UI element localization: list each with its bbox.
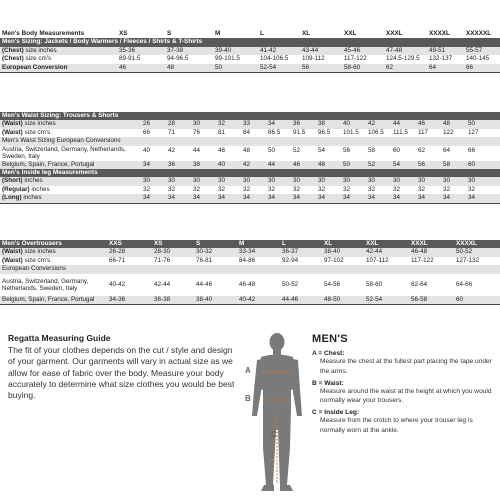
table-cell: 38-40 bbox=[323, 248, 365, 256]
overtrousers-table bbox=[0, 240, 500, 305]
table-cell: 96.5 bbox=[317, 129, 342, 137]
waist-description: Measure around the waist at the height at which you would normally wear your trousers. bbox=[320, 387, 492, 405]
table-cell: 52-54 bbox=[365, 296, 410, 305]
header-size: XXXL bbox=[410, 240, 455, 248]
section-title: Men's Overtrousers bbox=[0, 240, 108, 248]
subsection-label: European Conversions bbox=[0, 265, 500, 273]
header-size: XL bbox=[301, 30, 343, 38]
table-cell: 42-44 bbox=[365, 248, 410, 256]
row-label-text: size inches bbox=[22, 120, 56, 128]
subsection-label: Men's Waist Sizing European Conversions bbox=[0, 137, 500, 145]
measuring-guide bbox=[8, 333, 240, 401]
table-cell: 58 bbox=[442, 161, 467, 169]
section-title: Men's Waist Sizing: Trousers & Shorts bbox=[0, 112, 500, 120]
table-cell: 64 bbox=[442, 146, 467, 161]
table-row bbox=[0, 55, 500, 63]
header-label: Men's Body Measurements bbox=[0, 30, 118, 38]
row-label-text: size cm's bbox=[23, 55, 52, 63]
table-cell: 38 bbox=[317, 120, 342, 128]
row-label bbox=[0, 47, 118, 55]
table-row bbox=[0, 257, 500, 265]
table-cell: 46 bbox=[417, 120, 442, 128]
row-key: (Long) bbox=[2, 194, 22, 202]
table-cell: 30 bbox=[367, 177, 392, 185]
row-key: (Regular) bbox=[2, 185, 30, 193]
table-cell: 66 bbox=[142, 129, 167, 137]
table-cell: 35-36 bbox=[118, 47, 166, 55]
row-label bbox=[0, 186, 142, 194]
table-cell: 60 bbox=[392, 146, 417, 161]
header-size: XXXL bbox=[385, 30, 428, 38]
table-cell: 84-86 bbox=[238, 257, 281, 265]
table-cell: 34 bbox=[217, 194, 242, 203]
header-size: XXL bbox=[365, 240, 410, 248]
table-cell: 50-52 bbox=[281, 274, 323, 296]
table-cell: 36-38 bbox=[153, 296, 195, 305]
table-cell: 32 bbox=[167, 186, 192, 194]
table-cell: 40 bbox=[217, 161, 242, 169]
mens-measurement-key bbox=[312, 333, 492, 436]
table-cell: 56 bbox=[301, 64, 343, 73]
row-key: (Short) bbox=[2, 177, 23, 185]
table-cell: 42 bbox=[242, 161, 267, 169]
table-cell: 55-57 bbox=[465, 47, 500, 55]
table-cell: 46 bbox=[118, 64, 166, 73]
row-key: European Conversion bbox=[2, 63, 68, 71]
row-label-text: size inches bbox=[23, 46, 57, 54]
table-cell: 64 bbox=[428, 64, 465, 73]
table-row bbox=[0, 274, 500, 296]
table-cell: 39-40 bbox=[214, 47, 259, 55]
row-key: (Chest) bbox=[2, 46, 24, 54]
section-bar bbox=[0, 38, 500, 46]
table-header-row bbox=[0, 30, 500, 38]
table-cell: 33 bbox=[242, 120, 267, 128]
table-cell: 42 bbox=[167, 146, 192, 161]
waist-sizing-table bbox=[0, 112, 500, 204]
table-cell: 60 bbox=[455, 296, 500, 305]
table-cell: 124.5-129.5 bbox=[385, 55, 428, 63]
row-label bbox=[0, 257, 108, 265]
table-cell: 44 bbox=[267, 161, 292, 169]
table-cell: 30 bbox=[192, 177, 217, 185]
table-cell: 30 bbox=[217, 177, 242, 185]
table-cell: 94-96.5 bbox=[166, 55, 214, 63]
row-label bbox=[0, 55, 118, 63]
marker-c: C bbox=[271, 430, 277, 439]
table-cell: 37-38 bbox=[166, 47, 214, 55]
row-key: (Waist) bbox=[2, 120, 23, 128]
table-cell: 54-56 bbox=[323, 274, 365, 296]
table-cell: 32 bbox=[142, 186, 167, 194]
table-cell: 140-145 bbox=[465, 55, 500, 63]
table-cell: 32 bbox=[267, 186, 292, 194]
chest-description: Measure the chest at the fullest part placing the tape under the arms. bbox=[320, 358, 492, 375]
table-cell: 109-112 bbox=[301, 55, 343, 63]
table-cell: 44-46 bbox=[281, 296, 323, 305]
table-cell: 30-32 bbox=[195, 248, 238, 256]
table-cell: 44 bbox=[392, 120, 417, 128]
table-cell: 91.5 bbox=[292, 129, 317, 137]
table-cell: 117-122 bbox=[410, 257, 455, 265]
header-size: L bbox=[281, 240, 323, 248]
table-cell: 34 bbox=[367, 194, 392, 203]
row-label: Austria, Switzerland, Germany, Netherlands, Sweden, Italy bbox=[0, 146, 142, 161]
table-cell: 132-137 bbox=[428, 55, 465, 63]
table-cell: 50 bbox=[214, 64, 259, 73]
table-cell: 106.5 bbox=[367, 129, 392, 137]
table-cell: 81 bbox=[217, 129, 242, 137]
row-label-text: inches bbox=[21, 194, 42, 202]
row-key: (Waist) bbox=[2, 248, 23, 256]
table-row bbox=[0, 296, 500, 305]
table-cell: 62 bbox=[417, 146, 442, 161]
row-label bbox=[0, 177, 142, 185]
table-cell: 71-76 bbox=[153, 257, 195, 265]
table-cell: 41-42 bbox=[259, 47, 301, 55]
row-label: Austria, Switzerland, Germany, Netherlands, Sweden, Italy bbox=[0, 274, 108, 296]
man-silhouette-icon bbox=[235, 330, 313, 496]
table-cell: 30 bbox=[392, 177, 417, 185]
table-cell: 50-52 bbox=[455, 248, 500, 256]
table-cell: 66-71 bbox=[108, 257, 153, 265]
table-cell: 34 bbox=[292, 194, 317, 203]
table-cell: 56-58 bbox=[410, 296, 455, 305]
header-size: XXXXL bbox=[428, 30, 465, 38]
row-label-text: inches bbox=[29, 185, 50, 193]
header-size: XS bbox=[153, 240, 195, 248]
table-cell: 62 bbox=[385, 64, 428, 73]
table-cell: 111.5 bbox=[392, 129, 417, 137]
table-cell: 34 bbox=[392, 194, 417, 203]
table-cell: 26-28 bbox=[108, 248, 153, 256]
table-cell: 46-48 bbox=[410, 248, 455, 256]
table-cell: 34 bbox=[417, 194, 442, 203]
table-cell: 34 bbox=[142, 194, 167, 203]
table-cell: 34 bbox=[192, 194, 217, 203]
table-cell: 34 bbox=[342, 194, 367, 203]
row-label-text: size cm's bbox=[22, 256, 51, 264]
table-row bbox=[0, 120, 500, 128]
table-cell: 101.5 bbox=[342, 129, 367, 137]
table-row bbox=[0, 64, 500, 73]
header-size: XS bbox=[118, 30, 166, 38]
table-cell: 42 bbox=[367, 120, 392, 128]
table-cell: 86.5 bbox=[267, 129, 292, 137]
table-cell: 48 bbox=[242, 146, 267, 161]
table-cell: 48-50 bbox=[323, 296, 365, 305]
table-cell: 32 bbox=[342, 186, 367, 194]
table-cell: 28-30 bbox=[153, 248, 195, 256]
measurement-figure bbox=[235, 330, 313, 496]
table-cell: 84 bbox=[242, 129, 267, 137]
table-cell: 52-54 bbox=[259, 64, 301, 73]
table-row bbox=[0, 137, 500, 145]
table-cell: 58 bbox=[367, 146, 392, 161]
table-cell: 38-40 bbox=[195, 296, 238, 305]
table-cell: 36 bbox=[167, 161, 192, 169]
table-cell: 32 bbox=[392, 186, 417, 194]
table-cell: 40-42 bbox=[108, 274, 153, 296]
table-cell: 127 bbox=[467, 129, 500, 137]
row-key: (Waist) bbox=[2, 128, 23, 136]
table-row bbox=[0, 248, 500, 256]
table-cell: 50 bbox=[467, 120, 500, 128]
table-cell: 30 bbox=[342, 177, 367, 185]
table-cell: 45-46 bbox=[343, 47, 385, 55]
table-cell: 52 bbox=[292, 146, 317, 161]
section-bar bbox=[0, 169, 500, 177]
row-label-text: size inches bbox=[22, 248, 56, 256]
header-size: XXL bbox=[343, 30, 385, 38]
table-row bbox=[0, 47, 500, 55]
header-size: XL bbox=[323, 240, 365, 248]
row-key: (Waist) bbox=[2, 256, 23, 264]
header-size: L bbox=[259, 30, 301, 38]
table-cell: 32 bbox=[217, 120, 242, 128]
table-cell: 32 bbox=[467, 186, 500, 194]
table-cell: 117 bbox=[417, 129, 442, 137]
table-cell: 62-64 bbox=[410, 274, 455, 296]
table-cell: 58-60 bbox=[343, 64, 385, 73]
table-cell: 44-46 bbox=[195, 274, 238, 296]
section-bar bbox=[0, 240, 500, 248]
table-cell: 127-132 bbox=[455, 257, 500, 265]
table-cell: 34-36 bbox=[108, 296, 153, 305]
row-label bbox=[0, 129, 142, 137]
table-cell: 42-44 bbox=[153, 274, 195, 296]
table-row bbox=[0, 161, 500, 169]
table-cell: 30 bbox=[167, 177, 192, 185]
table-cell: 64-66 bbox=[455, 274, 500, 296]
table-row bbox=[0, 177, 500, 185]
table-cell: 32 bbox=[192, 186, 217, 194]
table-row bbox=[0, 194, 500, 203]
row-label bbox=[0, 120, 142, 128]
waist-term: B = Waist: bbox=[312, 379, 344, 387]
table-cell: 30 bbox=[317, 177, 342, 185]
table-cell: 30 bbox=[467, 177, 500, 185]
header-size: XXS bbox=[108, 240, 153, 248]
table-cell: 44 bbox=[192, 146, 217, 161]
header-size: XXXXL bbox=[455, 240, 500, 248]
row-key: (Chest) bbox=[2, 55, 24, 63]
table-cell: 32 bbox=[242, 186, 267, 194]
table-cell: 46 bbox=[217, 146, 242, 161]
row-label bbox=[0, 64, 118, 73]
table-cell: 30 bbox=[267, 177, 292, 185]
table-cell: 30 bbox=[242, 177, 267, 185]
table-cell: 66 bbox=[467, 146, 500, 161]
table-cell: 48 bbox=[442, 120, 467, 128]
table-cell: 40 bbox=[142, 146, 167, 161]
table-row bbox=[0, 265, 500, 273]
row-label bbox=[0, 248, 108, 256]
table-cell: 71 bbox=[167, 129, 192, 137]
table-cell: 99-101.5 bbox=[214, 55, 259, 63]
table-cell: 30 bbox=[417, 177, 442, 185]
table-cell: 117-122 bbox=[343, 55, 385, 63]
table-cell: 32 bbox=[217, 186, 242, 194]
table-cell: 34 bbox=[267, 194, 292, 203]
table-cell: 34 bbox=[317, 194, 342, 203]
table-cell: 89-91.5 bbox=[118, 55, 166, 63]
table-row bbox=[0, 186, 500, 194]
table-cell: 66 bbox=[465, 64, 500, 73]
table-cell: 76 bbox=[192, 129, 217, 137]
table-cell: 30 bbox=[192, 120, 217, 128]
marker-b: B bbox=[245, 394, 251, 403]
table-cell: 30 bbox=[292, 177, 317, 185]
table-cell: 32 bbox=[317, 186, 342, 194]
table-cell: 54 bbox=[317, 146, 342, 161]
table-cell: 34 bbox=[242, 194, 267, 203]
table-cell: 92-94 bbox=[281, 257, 323, 265]
table-cell: 36-37 bbox=[281, 248, 323, 256]
table-cell: 26 bbox=[142, 120, 167, 128]
table-cell: 34 bbox=[267, 120, 292, 128]
chest-term: A = Chest: bbox=[312, 350, 345, 357]
table-cell: 54 bbox=[392, 161, 417, 169]
table-cell: 97-102 bbox=[323, 257, 365, 265]
table-cell: 49-51 bbox=[428, 47, 465, 55]
guide-title: Regatta Measuring Guide bbox=[8, 333, 111, 343]
mens-title: MEN'S bbox=[312, 333, 348, 345]
table-cell: 32 bbox=[442, 186, 467, 194]
section-bar bbox=[0, 112, 500, 120]
table-cell: 56 bbox=[417, 161, 442, 169]
table-cell: 36 bbox=[292, 120, 317, 128]
header-size: XXXXXL bbox=[465, 30, 500, 38]
inside-leg-term: C = Inside Leg: bbox=[312, 409, 360, 417]
table-cell: 48 bbox=[166, 64, 214, 73]
table-cell: 34 bbox=[442, 194, 467, 203]
body-measurements-table bbox=[0, 30, 500, 73]
table-cell: 40-42 bbox=[238, 296, 281, 305]
row-label-text: size cm's bbox=[22, 128, 51, 136]
header-size: M bbox=[214, 30, 259, 38]
table-cell: 43-44 bbox=[301, 47, 343, 55]
table-cell: 56 bbox=[342, 146, 367, 161]
table-row bbox=[0, 129, 500, 137]
table-cell: 32 bbox=[367, 186, 392, 194]
table-cell: 48 bbox=[317, 161, 342, 169]
table-row bbox=[0, 146, 500, 161]
table-cell: 104-106.5 bbox=[259, 55, 301, 63]
table-cell: 40 bbox=[342, 120, 367, 128]
table-cell: 33-34 bbox=[238, 248, 281, 256]
table-cell: 122 bbox=[442, 129, 467, 137]
table-cell: 38 bbox=[192, 161, 217, 169]
table-cell: 32 bbox=[292, 186, 317, 194]
table-cell: 30 bbox=[142, 177, 167, 185]
table-cell: 50 bbox=[342, 161, 367, 169]
table-cell: 30 bbox=[442, 177, 467, 185]
row-label bbox=[0, 194, 142, 203]
table-cell: 58-60 bbox=[365, 274, 410, 296]
table-cell: 47-48 bbox=[385, 47, 428, 55]
row-label-text: inches bbox=[22, 177, 43, 185]
table-cell: 50 bbox=[267, 146, 292, 161]
section-title: Men's Sizing: Jackets / Body Warmers / Fleeces / Shirts & T-Shirts bbox=[0, 38, 500, 46]
row-label: Belgium, Spain, France, Portugal bbox=[0, 296, 108, 305]
marker-a: A bbox=[245, 366, 251, 375]
row-label: Belgium, Spain, France, Portugal bbox=[0, 161, 142, 169]
table-cell: 60 bbox=[467, 161, 500, 169]
table-cell: 34 bbox=[467, 194, 500, 203]
table-cell: 34 bbox=[142, 161, 167, 169]
table-cell: 46 bbox=[292, 161, 317, 169]
header-size: S bbox=[195, 240, 238, 248]
table-cell: 28 bbox=[167, 120, 192, 128]
header-size: M bbox=[238, 240, 281, 248]
header-size: S bbox=[166, 30, 214, 38]
table-cell: 76-81 bbox=[195, 257, 238, 265]
table-cell: 46-48 bbox=[238, 274, 281, 296]
section-title: Men's Inside leg Measurements bbox=[0, 169, 500, 177]
guide-body: The fit of your clothes depends on the cut / style and design of your garment. Our garments will vary in actual size as we allow for ease of fabric over the body. Measure your body accurately to determine what size clothes you would be best buying. bbox=[8, 345, 235, 401]
table-cell: 34 bbox=[167, 194, 192, 203]
table-cell: 32 bbox=[417, 186, 442, 194]
table-cell: 107-112 bbox=[365, 257, 410, 265]
table-cell: 52 bbox=[367, 161, 392, 169]
inside-leg-description: Measure from the crotch to where your trouser leg is normally worn at the ankle. bbox=[320, 417, 473, 434]
